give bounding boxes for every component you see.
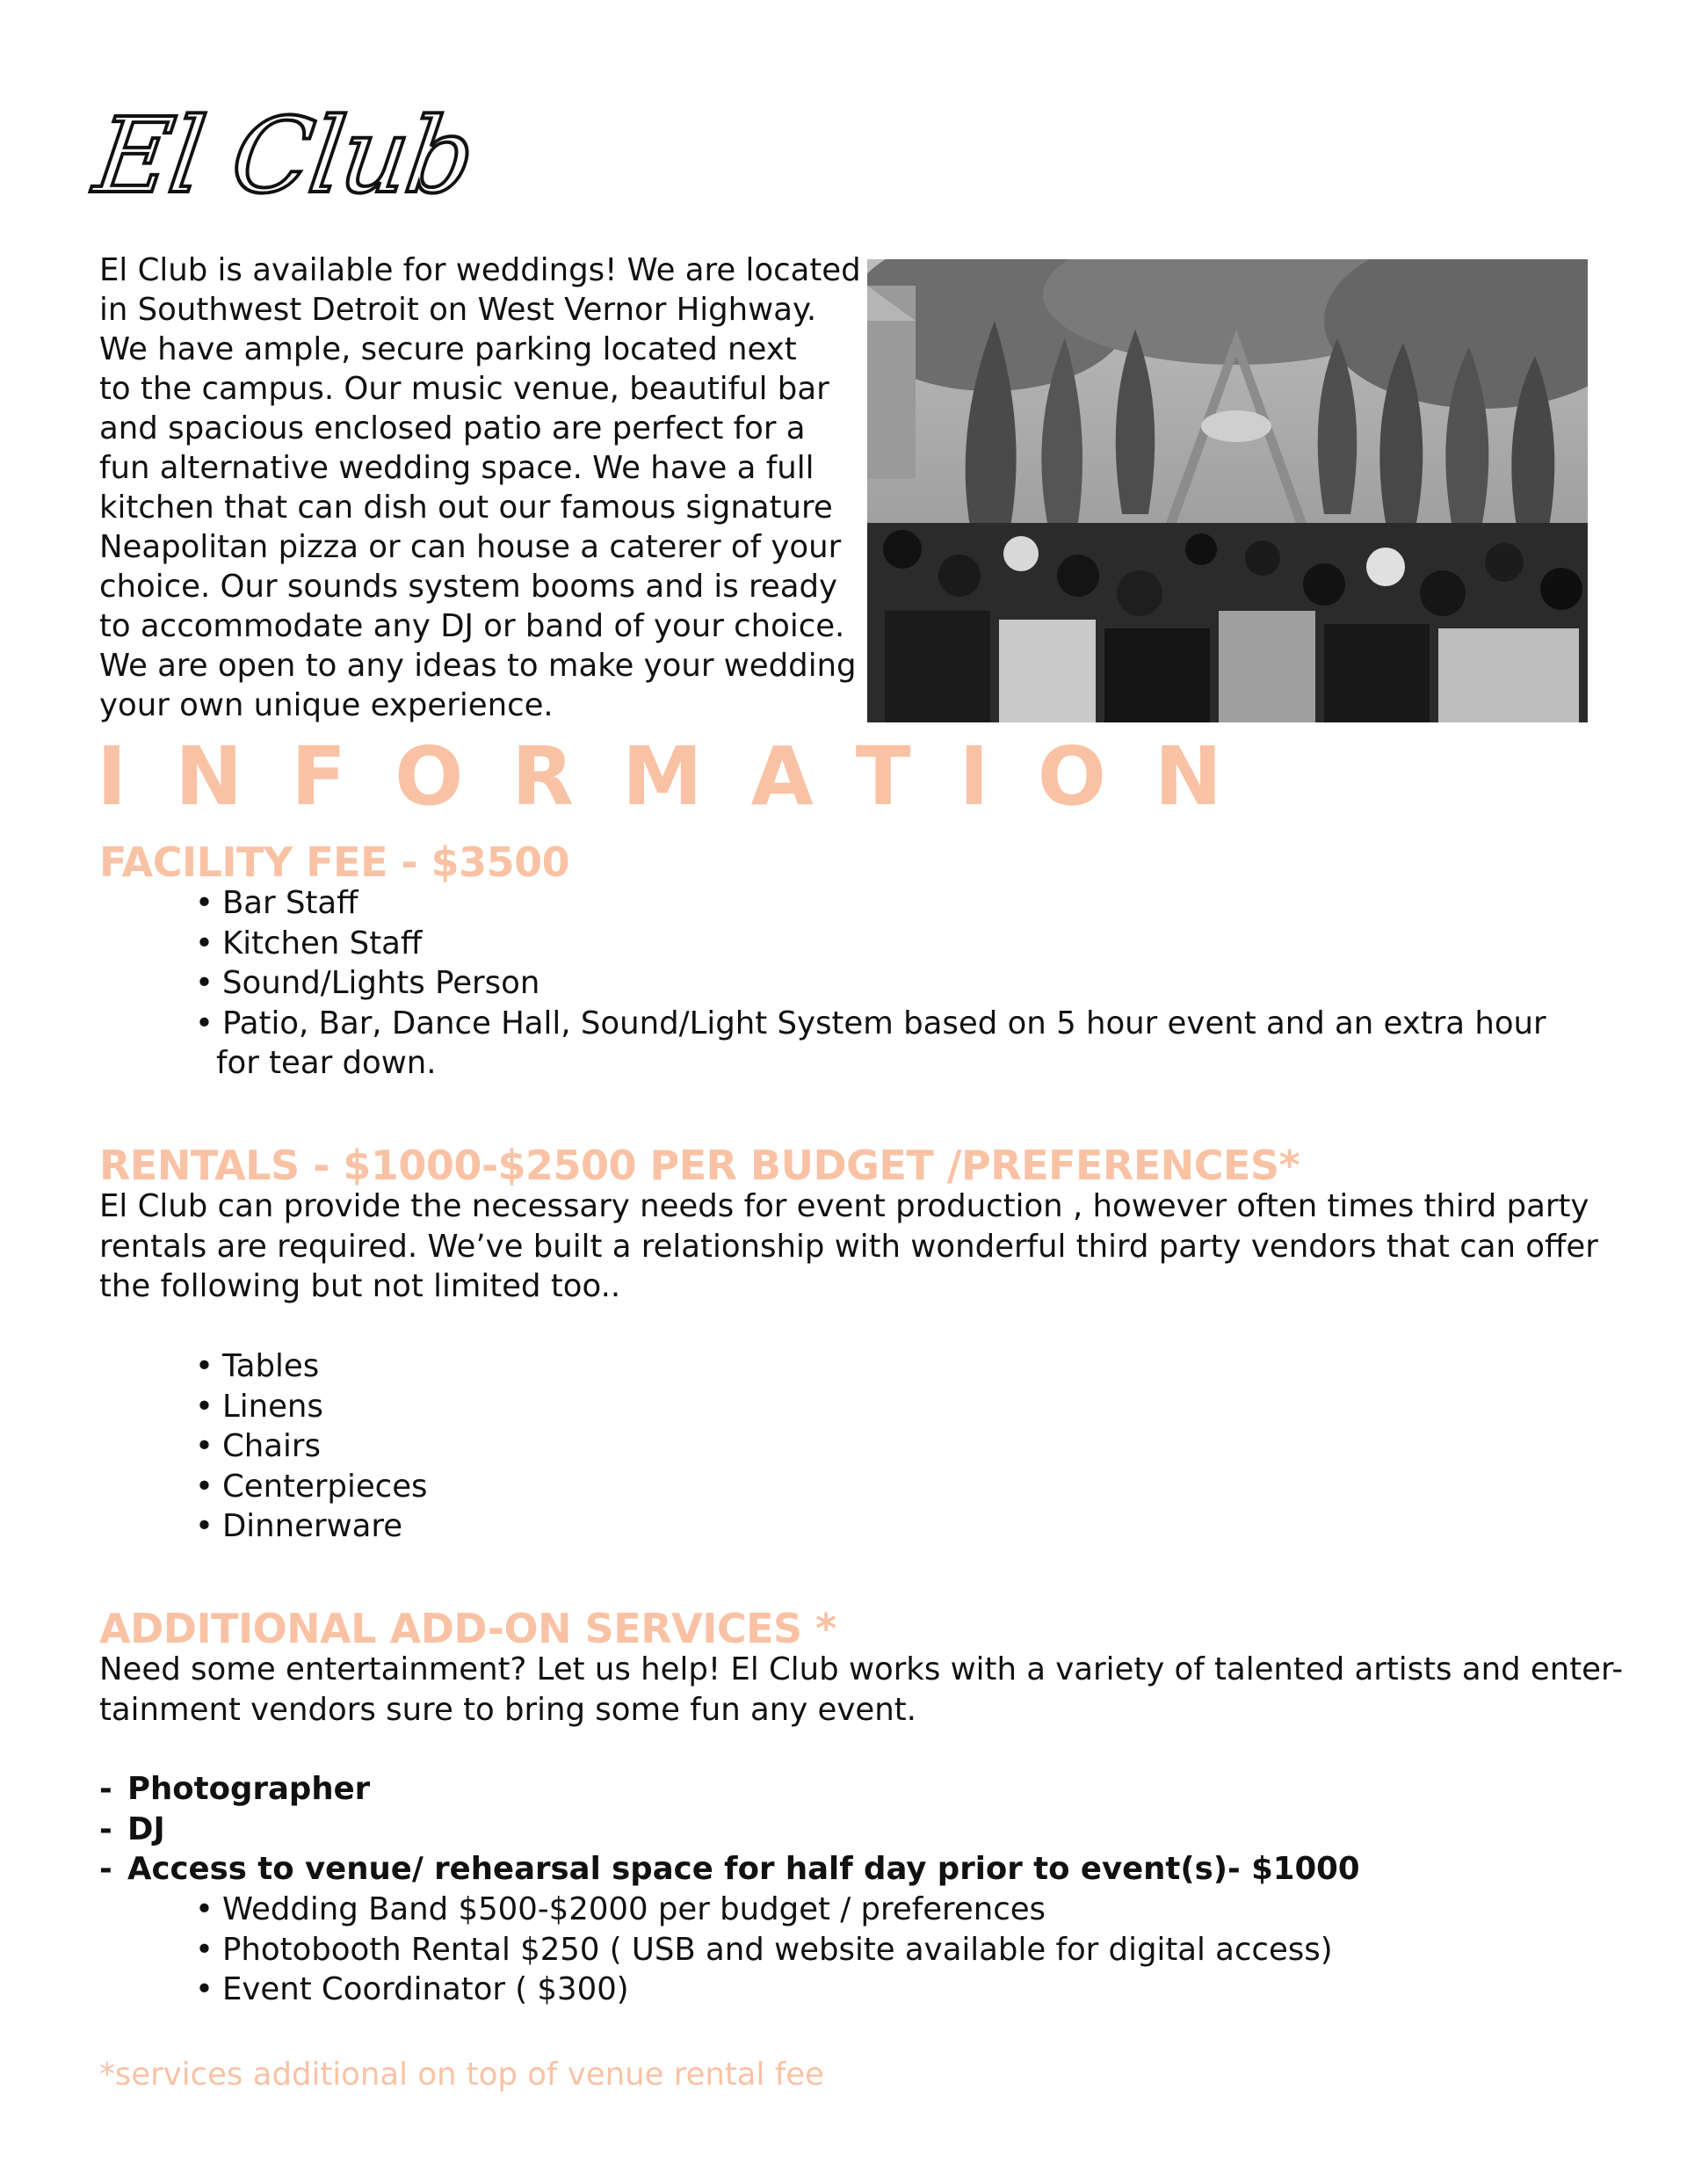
intro-line: in Southwest Detroit on West Vernor Highway. xyxy=(99,292,817,328)
intro-line: El Club is available for weddings! We are located xyxy=(99,252,861,288)
intro-line: kitchen that can dish out our famous signature xyxy=(99,490,833,526)
bullet-icon: • xyxy=(195,965,214,1001)
list-item: • Event Coordinator ( $300) xyxy=(195,1971,629,2007)
bullet-icon: • xyxy=(195,925,214,961)
bullet-icon: • xyxy=(195,1468,214,1505)
list-item: • Tables xyxy=(195,1348,320,1384)
bullet-icon: • xyxy=(195,1971,214,2007)
intro-line: fun alternative wedding space. We have a full xyxy=(99,450,815,486)
bullet-icon: • xyxy=(195,1891,214,1927)
intro-line: Neapolitan pizza or can house a caterer of your xyxy=(99,529,842,565)
list-item: • Patio, Bar, Dance Hall, Sound/Light System based on 5 hour event and an extra hour xyxy=(195,1005,1546,1041)
list-item: • Kitchen Staff xyxy=(195,925,423,961)
intro-line: choice. Our sounds system booms and is ready xyxy=(99,569,838,605)
dash-icon: - xyxy=(99,1851,112,1887)
intro-paragraph xyxy=(99,250,861,725)
rentals-list xyxy=(195,1346,428,1547)
list-item: - DJ xyxy=(99,1810,1360,1850)
intro-line: to the campus. Our music venue, beautiful bar xyxy=(99,371,829,407)
bullet-icon: • xyxy=(195,1388,214,1425)
dash-icon: - xyxy=(99,1810,112,1847)
intro-line: We are open to any ideas to make your wedding xyxy=(99,648,857,684)
bullet-icon: • xyxy=(195,1348,214,1384)
rentals-description: El Club can provide the necessary needs for event production , however often times third party rentals are required. We’ve built a relationship with wonderful third party vendors that can offer the following but not limited too.. xyxy=(99,1188,1598,1304)
list-item: - Access to venue/ rehearsal space for half day prior to event(s)- $1000 xyxy=(99,1849,1360,1890)
wedding-ceremony-photo xyxy=(867,259,1588,722)
intro-line: and spacious enclosed patio are perfect for a xyxy=(99,410,806,446)
list-item-continuation: for tear down. xyxy=(216,1045,437,1081)
bullet-icon: • xyxy=(195,885,214,921)
addons-title: ADDITIONAL ADD-ON SERVICES * xyxy=(99,1605,836,1652)
rentals-title: RENTALS - $1000-$2500 PER BUDGET /PREFERENCES* xyxy=(99,1142,1300,1189)
list-item: - Photographer xyxy=(99,1769,1360,1810)
bullet-icon: • xyxy=(195,1005,214,1041)
list-item: • Linens xyxy=(195,1388,323,1425)
list-item: • Chairs xyxy=(195,1428,321,1464)
list-item: • Dinnerware xyxy=(195,1508,403,1544)
list-item: • Bar Staff xyxy=(195,885,358,921)
footnote: *services additional on top of venue rental fee xyxy=(99,2057,824,2093)
intro-line: We have ample, secure parking located next xyxy=(99,331,797,367)
addons-dash-list xyxy=(99,1769,1360,1890)
list-item: • Wedding Band $500-$2000 per budget / preferences xyxy=(195,1891,1046,1927)
information-heading: INFORMATION xyxy=(97,729,1271,824)
dash-icon: - xyxy=(99,1771,112,1807)
bullet-icon: • xyxy=(195,1931,214,1968)
list-item: • Sound/Lights Person xyxy=(195,965,540,1001)
list-item: • Photobooth Rental $250 ( USB and website available for digital access) xyxy=(195,1931,1333,1968)
logo: El Club xyxy=(88,95,481,216)
facility-fee-title: FACILITY FEE - $3500 xyxy=(99,838,570,886)
intro-line: to accommodate any DJ or band of your choice. xyxy=(99,608,845,644)
addons-list xyxy=(195,1890,1333,2010)
addons-description: Need some entertainment? Let us help! El Club works with a variety of talented artists and enter- tainment vendors sure to bring some fun any event. xyxy=(99,1651,1624,1728)
intro-line: your own unique experience. xyxy=(99,687,554,723)
bullet-icon: • xyxy=(195,1428,214,1464)
list-item: • Centerpieces xyxy=(195,1468,428,1505)
facility-list xyxy=(195,883,1546,1084)
bullet-icon: • xyxy=(195,1508,214,1544)
